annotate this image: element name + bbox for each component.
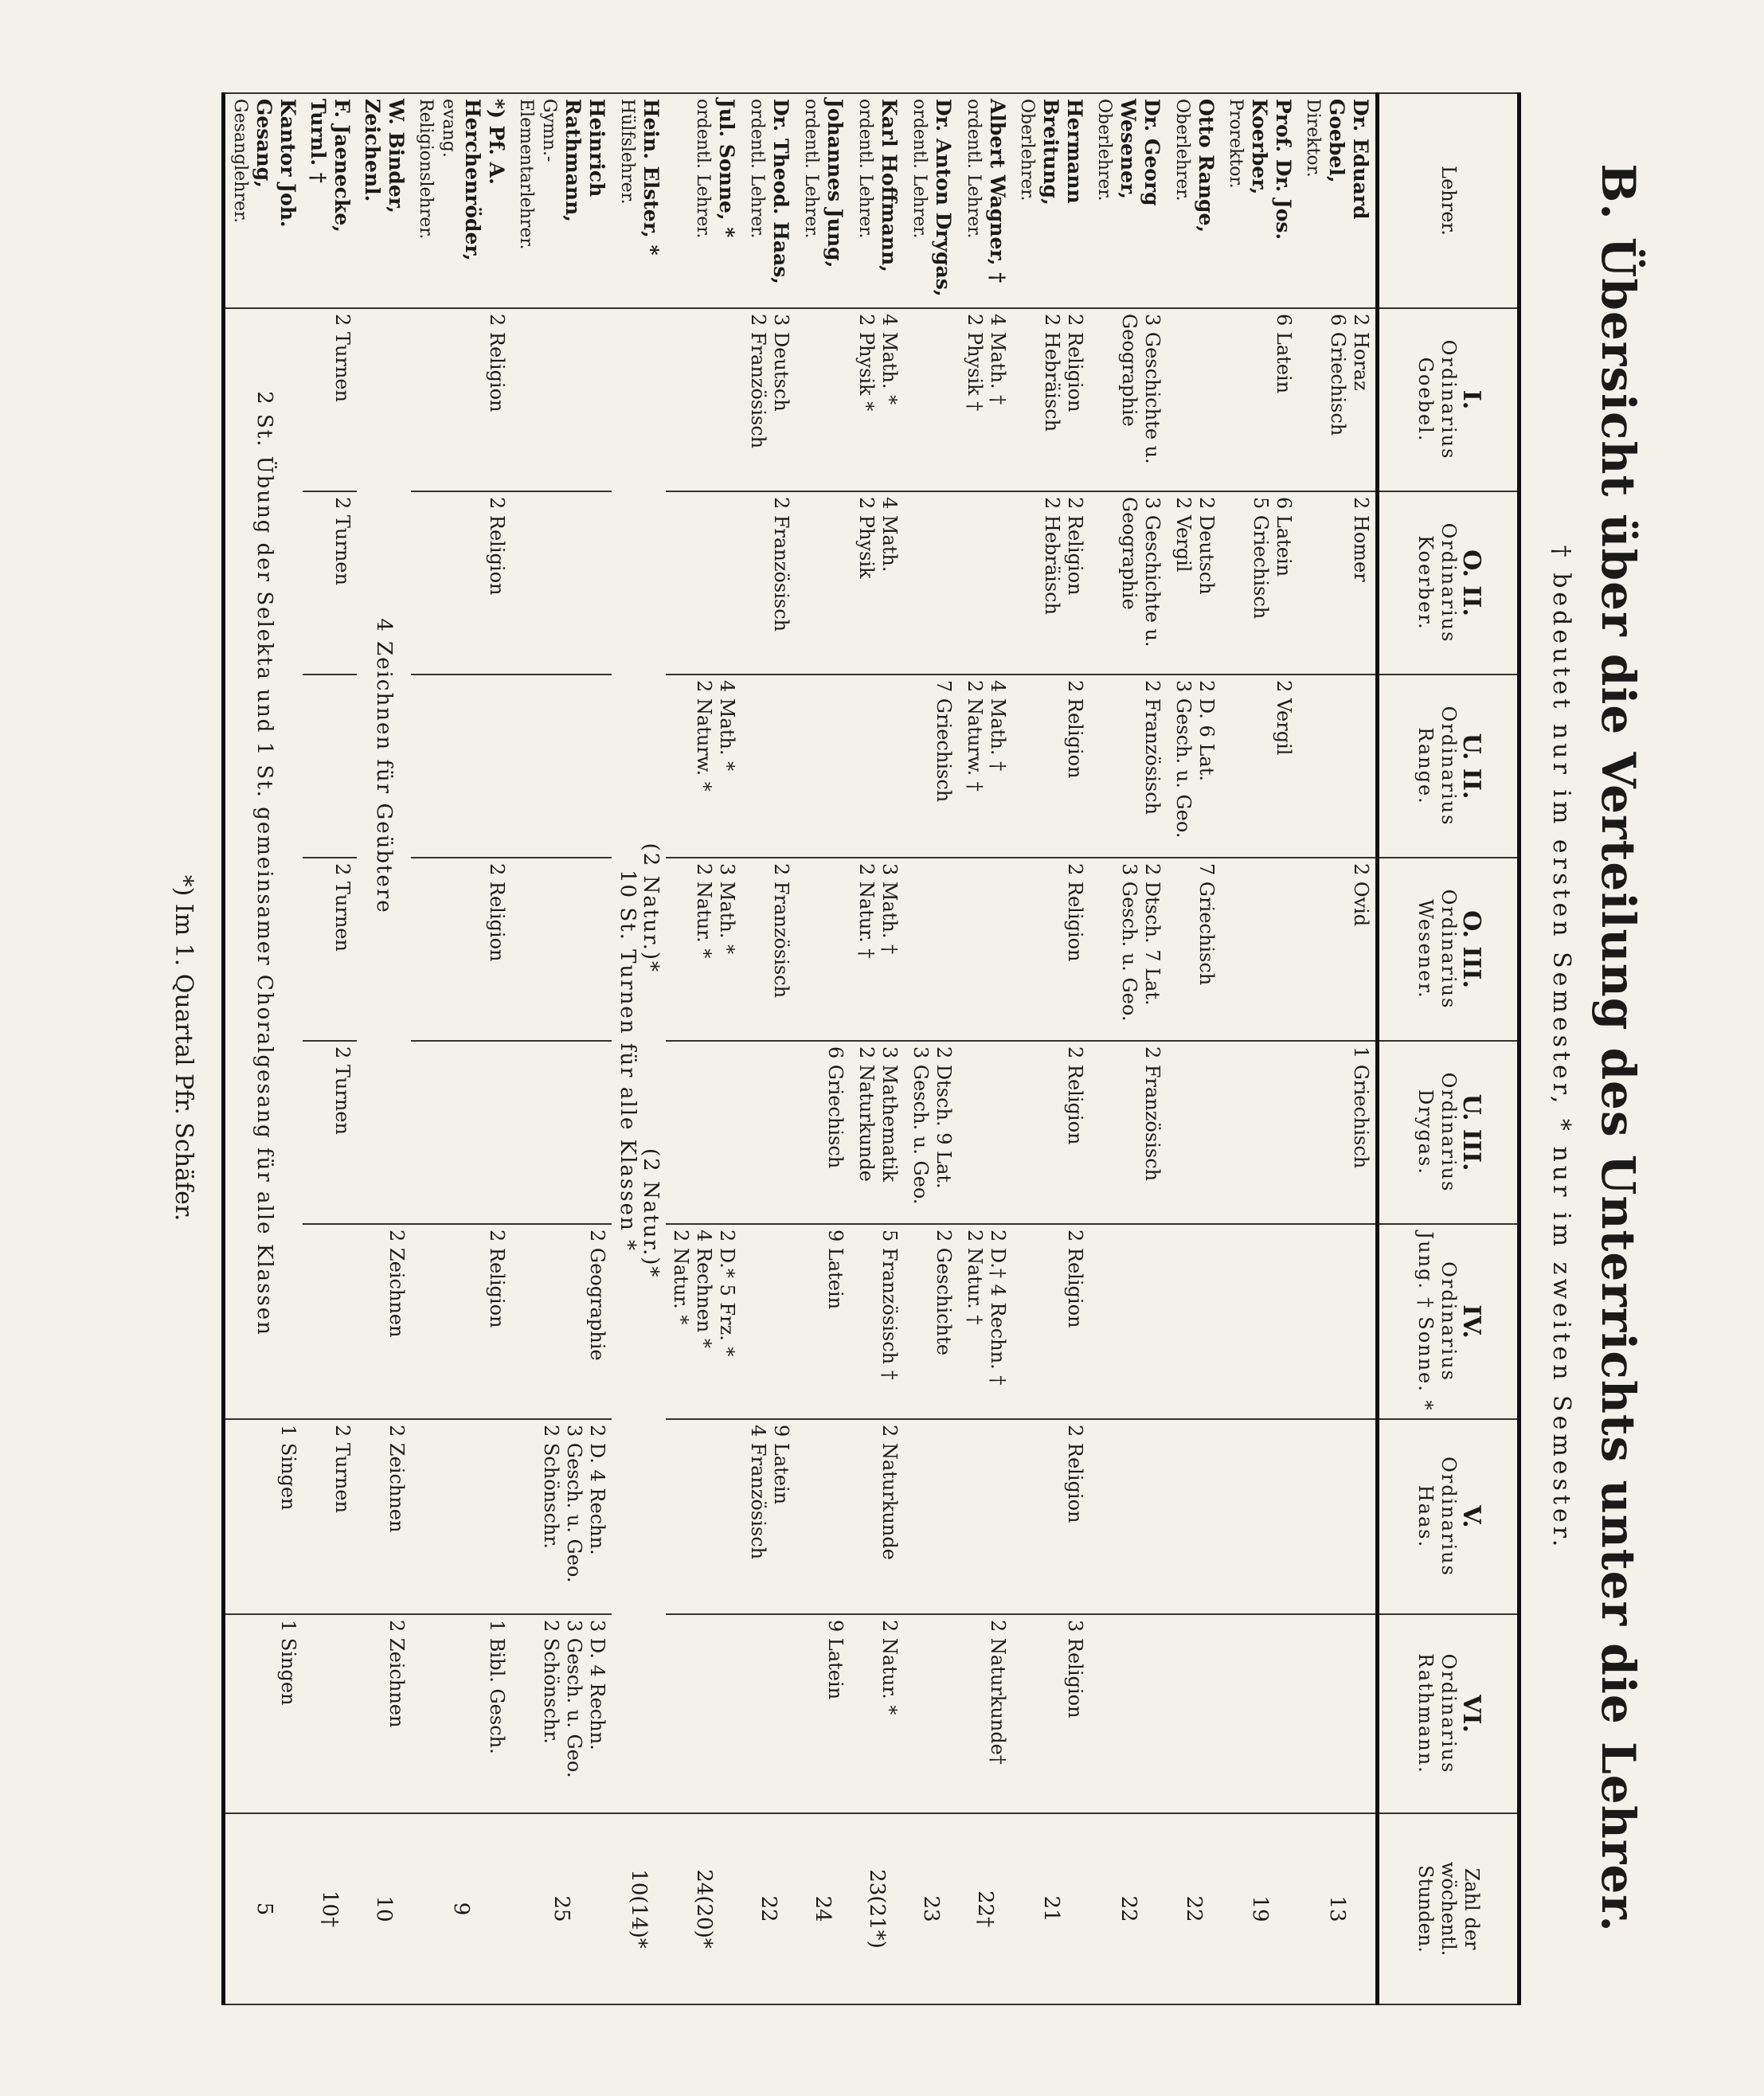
- table-row: [223, 93, 303, 2004]
- teacher-name: Hermann Breitung,: [1038, 99, 1086, 205]
- lesson-cell: 2 Religion: [411, 1224, 511, 1419]
- lesson-cell: 2 Religion: [411, 491, 511, 675]
- lesson-cell: 2 Homer: [1298, 491, 1378, 675]
- teacher-cell: [666, 93, 741, 308]
- lesson-cell: 7 Griechisch: [904, 675, 958, 858]
- gymnastics-span-cell: [612, 308, 666, 1813]
- lesson-cell: 3 Geschichte u. Geographie: [1089, 491, 1167, 675]
- lesson-cell: 3 D. 4 Rechn. 3 Gesch. u. Geo. 2 Schönschr.: [511, 1614, 612, 1813]
- weekly-hours-cell: 22: [1167, 1813, 1221, 2004]
- lesson-cell: [1167, 1614, 1221, 1813]
- lesson-cell: [1167, 308, 1221, 491]
- lesson-cell: [411, 675, 511, 858]
- teacher-cell: [796, 93, 850, 308]
- teacher-role: evang. Religionslehrer.: [415, 99, 459, 240]
- weekly-hours-cell: 21: [1012, 1813, 1089, 2004]
- lesson-cell: 2 Religion: [411, 308, 511, 491]
- lesson-cell: 2 Religion: [411, 858, 511, 1041]
- lesson-cell: [511, 1041, 612, 1224]
- teacher-role: Prorektor.: [1225, 99, 1246, 189]
- lesson-cell: [796, 858, 850, 1041]
- lesson-cell: 2 Naturkunde†: [958, 1614, 1012, 1813]
- lesson-cell: 4 Math. † 2 Physik †: [958, 308, 1012, 491]
- teacher-role: Gymn.-Elementarlehrer.: [515, 99, 559, 250]
- lesson-cell: 2 D.* 5 Frz. * 4 Rechnen * 2 Natur. *: [666, 1224, 741, 1419]
- lesson-cell: [958, 858, 1012, 1041]
- lesson-cell: [303, 1224, 357, 1419]
- teacher-cell: [904, 93, 958, 308]
- teacher-role: Hülfslehrer.: [616, 99, 637, 205]
- teacher-cell: [1089, 93, 1167, 308]
- lesson-cell: [511, 858, 612, 1041]
- lesson-cell: [1089, 1224, 1167, 1419]
- class-header: O. III. Ordinarius Wesener.: [1377, 858, 1519, 1041]
- lesson-cell: [904, 1419, 958, 1614]
- teacher-cell: [1167, 93, 1221, 308]
- lesson-cell: 2 Zeichnen: [357, 1614, 411, 1813]
- class-header: IV. Ordinarius Jung. † Sonne. *: [1377, 1224, 1519, 1419]
- weekly-hours-cell: 25: [511, 1813, 612, 2004]
- table-row: [511, 93, 612, 2004]
- table-row: [741, 93, 796, 2004]
- table-row: [666, 93, 741, 2004]
- teacher-role: ordentl. Lehrer.: [800, 99, 821, 239]
- lesson-cell: 2 D. 4 Rechn. 3 Gesch. u. Geo. 2 Schönschr.: [511, 1419, 612, 1614]
- weekly-hours-cell: 22†: [958, 1813, 1012, 2004]
- nature-note-b: (2 Natur.)*: [638, 1148, 663, 1279]
- table-row: [1089, 93, 1167, 2004]
- lesson-cell: [1221, 1419, 1298, 1614]
- lesson-cell: [511, 675, 612, 858]
- teacher-role: Direktor.: [1302, 99, 1323, 178]
- document-subtitle: † bedeutet nur im ersten Semester, * nur im zweiten Semester.: [1547, 545, 1575, 1551]
- lesson-cell: 2 Deutsch 2 Vergil: [1167, 491, 1221, 675]
- singing-span-cell: 2 St. Übung der Selekta und 1 St. gemeinsamer Choralgesang für alle Klassen: [223, 308, 303, 1419]
- teacher-name: Johannes Jung,: [823, 99, 847, 268]
- lesson-cell: 2 Horaz 6 Griechisch: [1298, 308, 1378, 491]
- teacher-cell: [850, 93, 904, 308]
- class-header: VI. Ordinarius Rathmann.: [1377, 1614, 1519, 1813]
- weekly-hours-cell: 22: [1089, 1813, 1167, 2004]
- lesson-cell: 3 Deutsch 2 Französisch: [741, 308, 796, 491]
- lesson-cell: 1 Bibl. Gesch.: [411, 1614, 511, 1813]
- teacher-name: Otto Range,: [1194, 99, 1218, 233]
- lesson-cell: 6 Latein: [1221, 308, 1298, 491]
- teacher-name: Albert Wagner, †: [985, 99, 1009, 284]
- lesson-cell: 2 Turnen: [303, 491, 357, 675]
- teacher-name: Heinrich Rathmann,: [561, 99, 608, 222]
- teacher-cell: [303, 93, 357, 308]
- teacher-name: Dr. Theod. Haas,: [769, 99, 792, 285]
- weekly-hours-cell: 13: [1298, 1813, 1378, 2004]
- table-row: [904, 93, 958, 2004]
- weekly-hours-cell: 9: [411, 1813, 511, 2004]
- lesson-cell: [958, 1419, 1012, 1614]
- weekly-hours-cell: 10(14)*: [612, 1813, 666, 2004]
- lesson-cell: 2 Zeichnen: [357, 1419, 411, 1614]
- lesson-cell: [1167, 1419, 1221, 1614]
- table-row: [1298, 93, 1378, 2004]
- lesson-cell: [666, 1419, 741, 1614]
- lesson-cell: 2 Natur. *: [850, 1614, 904, 1813]
- lesson-cell: 2 D. 6 Lat. 3 Gesch. u. Geo.: [1167, 675, 1221, 858]
- lesson-cell: [411, 1419, 511, 1614]
- weekly-hours-cell: 24: [796, 1813, 850, 2004]
- lesson-cell: 4 Math. 2 Physik: [850, 491, 904, 675]
- lesson-cell: 2 Religion: [1012, 1224, 1089, 1419]
- lesson-cell: 4 Math. † 2 Naturw. †: [958, 675, 1012, 858]
- table-row: [303, 93, 357, 2004]
- weekly-hours-cell: 23: [904, 1813, 958, 2004]
- teacher-role: Oberlehrer.: [1093, 99, 1114, 201]
- lesson-cell: 3 Math. * 2 Natur. *: [666, 858, 741, 1041]
- teacher-name: Prof. Dr. Jos. Koerber,: [1247, 99, 1295, 240]
- teacher-cell: [223, 93, 303, 308]
- weekly-hours-cell: 5: [223, 1813, 303, 2004]
- nature-note-a: (2 Natur.)*: [638, 843, 663, 973]
- lesson-cell: 2 Französisch: [1089, 1041, 1167, 1224]
- weekly-hours-cell: 22: [741, 1813, 796, 2004]
- lesson-cell: [796, 491, 850, 675]
- class-header: U. II. Ordinarius Range.: [1377, 675, 1519, 858]
- teacher-name: *) Pf. A. Herchenröder,: [460, 99, 508, 261]
- lesson-cell: [741, 675, 796, 858]
- teacher-cell: [411, 93, 511, 308]
- lesson-cell: [904, 1614, 958, 1813]
- lesson-cell: 2 Turnen: [303, 1419, 357, 1614]
- teacher-column-header: Lehrer.: [1377, 93, 1519, 308]
- teacher-cell: [958, 93, 1012, 308]
- table-row: [1221, 93, 1298, 2004]
- lesson-cell: 4 Math. * 2 Naturw. *: [666, 675, 741, 858]
- weekly-hours-cell: 23(21*): [850, 1813, 904, 2004]
- teacher-role: ordentl. Lehrer.: [855, 99, 875, 239]
- teaching-distribution-table: [221, 92, 1521, 2005]
- class-header: U. III. Ordinarius Drygas.: [1377, 1041, 1519, 1224]
- lesson-cell: 2 Vergil: [1221, 675, 1298, 858]
- table-row: [850, 93, 904, 2004]
- lesson-cell: [666, 308, 741, 491]
- header-row: [1377, 93, 1519, 2004]
- weekly-hours-cell: 10†: [303, 1813, 357, 2004]
- lesson-cell: [666, 1041, 741, 1224]
- lesson-cell: [850, 675, 904, 858]
- lesson-cell: 2 Turnen: [303, 308, 357, 491]
- teacher-role: Gesanglehrer.: [229, 99, 250, 224]
- lesson-cell: 9 Latein: [796, 1614, 850, 1813]
- weekly-hours-cell: 24(20)*: [666, 1813, 741, 2004]
- table-row: [357, 93, 411, 2004]
- teacher-cell: [1298, 93, 1378, 308]
- class-header: V. Ordinarius Haas.: [1377, 1419, 1519, 1614]
- lesson-cell: 4 Math. * 2 Physik *: [850, 308, 904, 491]
- lesson-cell: 2 Religion 2 Hebräisch: [1012, 491, 1089, 675]
- lesson-cell: 2 Religion: [1012, 858, 1089, 1041]
- teacher-role: Oberlehrer.: [1171, 99, 1192, 201]
- table-row: [411, 93, 511, 2004]
- lesson-cell: 1 Singen: [223, 1614, 303, 1813]
- lesson-cell: 2 D.† 4 Rechn. † 2 Natur. †: [958, 1224, 1012, 1419]
- lesson-cell: [904, 308, 958, 491]
- lesson-cell: [796, 1419, 850, 1614]
- lesson-cell: 2 Naturkunde: [850, 1419, 904, 1614]
- lesson-cell: 6 Griechisch: [796, 1041, 850, 1224]
- table-row: [1012, 93, 1089, 2004]
- table-row: [1167, 93, 1221, 2004]
- table-row: [612, 93, 666, 2004]
- lesson-cell: 2 Religion: [1012, 1419, 1089, 1614]
- teacher-cell: [357, 93, 411, 308]
- lesson-cell: 2 Ovid: [1298, 858, 1378, 1041]
- lesson-cell: [1089, 1419, 1167, 1614]
- lesson-cell: [741, 1224, 796, 1419]
- lesson-cell: [796, 675, 850, 858]
- gymnastics-all-classes: 10 St. Turnen für alle Klassen *: [615, 870, 639, 1252]
- lesson-cell: 2 Religion: [1012, 1041, 1089, 1224]
- lesson-cell: 3 Religion: [1012, 1614, 1089, 1813]
- lesson-cell: 5 Französisch †: [850, 1224, 904, 1419]
- lesson-cell: 2 Turnen: [303, 1041, 357, 1224]
- teacher-cell: [741, 93, 796, 308]
- lesson-cell: 2 Geographie: [511, 1224, 612, 1419]
- class-header: I. Ordinarius Goebel.: [1377, 308, 1519, 491]
- teacher-name: Jul. Sonne, *: [714, 99, 738, 238]
- teacher-name: Dr. Anton Drygas,: [931, 99, 955, 297]
- teacher-name: Kantor Joh. Gesang,: [252, 99, 299, 228]
- class-header: O. II. Ordinarius Koerber.: [1377, 491, 1519, 675]
- lesson-cell: 2 Geschichte: [904, 1224, 958, 1419]
- teacher-role: ordentl. Lehrer.: [746, 99, 767, 239]
- lesson-cell: [1221, 858, 1298, 1041]
- lesson-cell: [1221, 1224, 1298, 1419]
- footnote: *) Im 1. Quartal Pfr. Schäfer.: [169, 874, 198, 1222]
- teacher-cell: [612, 93, 666, 308]
- lesson-cell: [1167, 1041, 1221, 1224]
- teacher-cell: [1012, 93, 1089, 308]
- lesson-cell: [511, 491, 612, 675]
- teacher-role: ordentl. Lehrer.: [692, 99, 713, 239]
- teacher-name: Dr. Eduard Goebel,: [1324, 99, 1372, 220]
- teacher-role: ordentl. Lehrer.: [963, 99, 984, 239]
- lesson-cell: [958, 491, 1012, 675]
- document-title: B. Übersicht über die Verteilung des Unterrichts unter die Lehrer.: [1590, 163, 1645, 1933]
- teacher-name: W. Binder, Zeichenl.: [360, 99, 408, 213]
- table-body: [223, 93, 1377, 2004]
- lesson-cell: [303, 675, 357, 858]
- lesson-cell: [958, 1041, 1012, 1224]
- lesson-cell: [741, 1614, 796, 1813]
- lesson-cell: [741, 1041, 796, 1224]
- teacher-name: Dr. Georg Wesener,: [1116, 99, 1164, 206]
- lesson-cell: [1221, 1041, 1298, 1224]
- rotated-document-sheet: [110, 84, 1655, 2012]
- lesson-cell: [1298, 1419, 1378, 1614]
- teacher-name: F. Jaenecke, Turnl. †: [306, 99, 354, 233]
- lesson-cell: 9 Latein 4 Französisch: [741, 1419, 796, 1614]
- lesson-cell: [666, 491, 741, 675]
- teacher-name: Hein. Elster, *: [639, 99, 663, 256]
- lesson-cell: 2 Französisch: [741, 491, 796, 675]
- lesson-cell: [1167, 1224, 1221, 1419]
- lesson-cell: 1 Singen: [223, 1419, 303, 1614]
- lesson-cell: [666, 1614, 741, 1813]
- lesson-cell: 2 Dtsch. 9 Lat. 3 Gesch. u. Geo.: [904, 1041, 958, 1224]
- lesson-cell: 6 Latein 5 Griechisch: [1221, 491, 1298, 675]
- lesson-cell: [904, 858, 958, 1041]
- teacher-cell: [1221, 93, 1298, 308]
- hours-column-header: Zahl der wöchentl. Stunden.: [1377, 1813, 1519, 2004]
- lesson-cell: [904, 491, 958, 675]
- lesson-cell: [1298, 1224, 1378, 1419]
- lesson-cell: 2 Religion: [1012, 675, 1089, 858]
- teacher-name: Karl Hoffmann,: [877, 99, 901, 272]
- teacher-role: ordentl. Lehrer.: [909, 99, 929, 239]
- lesson-cell: [511, 308, 612, 491]
- lesson-cell: [796, 308, 850, 491]
- lesson-cell: [303, 1614, 357, 1813]
- lesson-cell: 2 Französisch: [741, 858, 796, 1041]
- lesson-cell: [1221, 1614, 1298, 1813]
- lesson-cell: [1089, 1614, 1167, 1813]
- table-row: [796, 93, 850, 2004]
- lesson-cell: [1298, 675, 1378, 858]
- lesson-cell: 1 Griechisch: [1298, 1041, 1378, 1224]
- lesson-cell: 7 Griechisch: [1167, 858, 1221, 1041]
- teacher-role: Oberlehrer.: [1016, 99, 1037, 201]
- drawing-span-cell: 4 Zeichnen für Geübtere: [357, 308, 411, 1224]
- lesson-cell: 2 Religion 2 Hebräisch: [1012, 308, 1089, 491]
- weekly-hours-cell: 19: [1221, 1813, 1298, 2004]
- teacher-cell: [511, 93, 612, 308]
- lesson-cell: 2 Zeichnen: [357, 1224, 411, 1419]
- lesson-cell: 3 Math. † 2 Natur. †: [850, 858, 904, 1041]
- lesson-cell: 2 Turnen: [303, 858, 357, 1041]
- lesson-cell: [1298, 1614, 1378, 1813]
- lesson-cell: 3 Mathematik 2 Naturkunde: [850, 1041, 904, 1224]
- lesson-cell: 2 Französisch: [1089, 675, 1167, 858]
- weekly-hours-cell: 10: [357, 1813, 411, 2004]
- lesson-cell: 2 Dtsch. 7 Lat. 3 Gesch. u. Geo.: [1089, 858, 1167, 1041]
- lesson-cell: 9 Latein: [796, 1224, 850, 1419]
- lesson-cell: 3 Geschichte u. Geographie: [1089, 308, 1167, 491]
- lesson-cell: [411, 1041, 511, 1224]
- table-row: [958, 93, 1012, 2004]
